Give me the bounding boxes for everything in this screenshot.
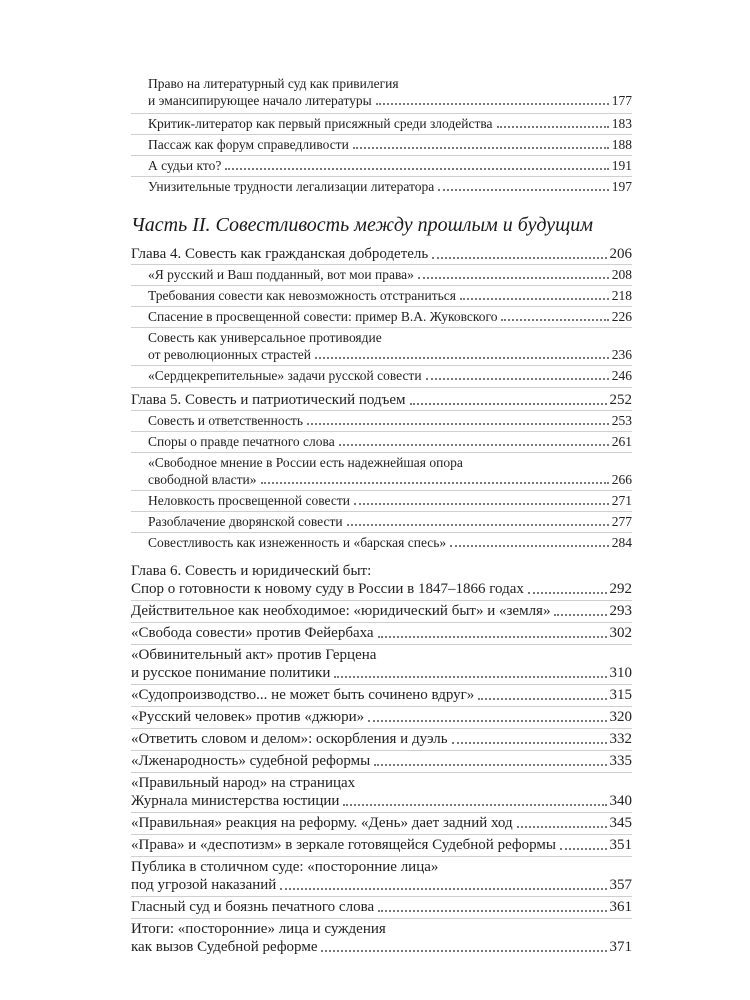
- toc-entry-line: «Правильный народ» на страницах: [131, 775, 356, 791]
- dot-leader: [321, 950, 606, 952]
- entry-separator: [131, 532, 632, 533]
- toc-entry-line: Споры о правде печатного слова: [148, 434, 335, 449]
- page-number: 340: [609, 793, 632, 809]
- chapter-heading[interactable]: [131, 562, 632, 598]
- dot-leader: [528, 592, 607, 594]
- entry-separator: [131, 812, 632, 813]
- dot-leader: [410, 403, 607, 405]
- page-number: 292: [609, 581, 632, 597]
- toc-entry[interactable]: [148, 492, 632, 509]
- entry-separator: [131, 327, 632, 328]
- dot-leader: [225, 168, 608, 170]
- toc-entry[interactable]: [131, 646, 632, 682]
- toc-entry-line: и эмансипирующее начало литературы: [148, 93, 372, 108]
- page-number: 351: [609, 837, 632, 853]
- toc-entry-line: Совесть как универсальное противоядие: [148, 330, 382, 345]
- chapter-title: Глава 6. Совесть и юридический быт:: [131, 563, 372, 579]
- page-number: 277: [611, 514, 632, 529]
- toc-entry-line: как вызов Судебной реформе: [131, 939, 318, 955]
- dot-leader: [450, 545, 609, 547]
- toc-entry[interactable]: [131, 730, 632, 748]
- entry-separator: [131, 772, 632, 773]
- toc-entry[interactable]: [148, 178, 632, 195]
- page-number: 197: [611, 179, 632, 194]
- entry-separator: [131, 387, 632, 388]
- entry-separator: [131, 155, 632, 156]
- page-number: 371: [609, 939, 632, 955]
- entry-separator: [131, 918, 632, 919]
- toc-entry[interactable]: [131, 774, 632, 810]
- page-number: 266: [611, 472, 632, 487]
- page-number: 271: [611, 493, 632, 508]
- entry-separator: [131, 365, 632, 366]
- entry-separator: [131, 856, 632, 857]
- dot-leader: [374, 764, 606, 766]
- toc-entry[interactable]: [131, 920, 632, 956]
- page-number: 293: [609, 603, 632, 619]
- toc-entry[interactable]: [131, 898, 632, 916]
- toc-entry[interactable]: [148, 367, 632, 384]
- toc-entry-line: «Правильная» реакция на реформу. «День» дает задний ход: [131, 815, 513, 831]
- toc-entry-line: под угрозой наказаний: [131, 877, 277, 893]
- toc-entry-line: «Ответить словом и делом»: оскорбления и дуэль: [131, 731, 448, 747]
- toc-entry[interactable]: [148, 157, 632, 174]
- page-number: 284: [611, 535, 632, 550]
- toc-entry-line: Разоблачение дворянской совести: [148, 514, 343, 529]
- toc-entry-line: Унизительные трудности легализации литератора: [148, 179, 435, 194]
- entry-separator: [131, 684, 632, 685]
- toc-entry-line: «Сердцекрепительные» задачи русской совести: [148, 368, 422, 383]
- page-number: 315: [609, 687, 632, 703]
- toc-entry[interactable]: [131, 814, 632, 832]
- dot-leader: [315, 357, 609, 359]
- entry-separator: [131, 644, 632, 645]
- toc-entry-line: Совестливость как изнеженность и «барская спесь»: [148, 535, 447, 550]
- entry-separator: [131, 176, 632, 177]
- dot-leader: [354, 503, 609, 505]
- dot-leader: [307, 423, 609, 425]
- toc-entry[interactable]: [131, 624, 632, 642]
- dot-leader: [378, 636, 607, 638]
- toc-entry[interactable]: [148, 136, 632, 153]
- toc-entry-line: «Свобода совести» против Фейербаха: [131, 625, 374, 641]
- toc-entry[interactable]: [148, 287, 632, 304]
- dot-leader: [452, 742, 607, 744]
- chapter-title: Спор о готовности к новому суду в России в 1847–1866 годах: [131, 581, 524, 597]
- entry-separator: [131, 410, 632, 411]
- toc-entry[interactable]: [131, 602, 632, 620]
- entry-separator: [131, 113, 632, 114]
- entry-separator: [131, 285, 632, 286]
- page-number: 361: [609, 899, 632, 915]
- entry-separator: [131, 600, 632, 601]
- page-number: 208: [611, 267, 632, 282]
- toc-entry-line: Публика в столичном суде: «посторонние лица»: [131, 859, 439, 875]
- toc-entry-line: свободной власти»: [148, 472, 257, 487]
- dot-leader: [334, 676, 606, 678]
- toc-entry-line: Право на литературный суд как привилегия: [148, 76, 399, 91]
- toc-entry[interactable]: [148, 534, 632, 551]
- toc-entry-line: Пассаж как форум справедливости: [148, 137, 349, 152]
- dot-leader: [426, 378, 609, 380]
- page-number: 332: [609, 731, 632, 747]
- page-number: 357: [609, 877, 632, 893]
- dot-leader: [432, 257, 606, 259]
- entry-separator: [131, 490, 632, 491]
- dot-leader: [280, 888, 606, 890]
- toc-entry[interactable]: [148, 454, 632, 488]
- toc-entry-line: «Обвинительный акт» против Герцена: [131, 647, 377, 663]
- dot-leader: [418, 277, 609, 279]
- toc-entry-line: Совесть и ответственность: [148, 413, 303, 428]
- dot-leader: [517, 826, 607, 828]
- dot-leader: [343, 804, 606, 806]
- page-number: 335: [609, 753, 632, 769]
- page-number: 252: [609, 392, 632, 408]
- dot-leader: [478, 698, 606, 700]
- toc-entry[interactable]: [131, 708, 632, 726]
- entry-separator: [131, 264, 632, 265]
- entry-separator: [131, 452, 632, 453]
- entry-separator: [131, 134, 632, 135]
- toc-entry-line: «Русский человек» против «джюри»: [131, 709, 365, 725]
- page-number: 218: [611, 288, 632, 303]
- page-number: 310: [609, 665, 632, 681]
- toc-entry-line: А судьи кто?: [148, 158, 222, 173]
- part-title: Часть II. Совестливость между прошлым и будущим: [131, 214, 593, 236]
- entry-separator: [131, 511, 632, 512]
- page-number: 191: [611, 158, 632, 173]
- toc-entry-line: Критик-литератор как первый присяжный среди злодейства: [148, 116, 493, 131]
- dot-leader: [353, 147, 609, 149]
- dot-leader: [560, 848, 607, 850]
- dot-leader: [438, 189, 609, 191]
- entry-separator: [131, 706, 632, 707]
- dot-leader: [339, 444, 609, 446]
- toc-entry[interactable]: [131, 836, 632, 854]
- page-number: 302: [609, 625, 632, 641]
- dot-leader: [460, 298, 609, 300]
- toc-entry-line: Гласный суд и боязнь печатного слова: [131, 899, 375, 915]
- dot-leader: [261, 482, 609, 484]
- toc-entry-line: «Лженародность» судебной реформы: [131, 753, 371, 769]
- toc-entry-line: Журнала министерства юстиции: [131, 793, 340, 809]
- toc-entry-line: и русское понимание политики: [131, 665, 331, 681]
- page-number: 188: [611, 137, 632, 152]
- toc-entry[interactable]: [148, 329, 632, 363]
- toc-entry-line: «Права» и «деспотизм» в зеркале готовящейся Судебной реформы: [131, 837, 556, 853]
- dot-leader: [347, 524, 609, 526]
- entry-separator: [131, 306, 632, 307]
- toc-entry-line: Итоги: «посторонние» лица и суждения: [131, 921, 386, 937]
- dot-leader: [378, 910, 606, 912]
- chapter-title: Глава 4. Совесть как гражданская добродетель: [131, 246, 429, 262]
- toc-entry[interactable]: [148, 308, 632, 325]
- toc-entry[interactable]: [148, 266, 632, 283]
- toc-entry-line: Неловкость просвещенной совести: [148, 493, 350, 508]
- toc-entry-line: «Судопроизводство... не может быть сочинено вдруг»: [131, 687, 475, 703]
- toc-entry[interactable]: [148, 433, 632, 450]
- toc-entry[interactable]: [148, 115, 632, 132]
- page-number: 177: [611, 93, 632, 108]
- entry-separator: [131, 728, 632, 729]
- page-number: 320: [609, 709, 632, 725]
- entry-separator: [131, 896, 632, 897]
- page-number: 246: [611, 368, 632, 383]
- entry-separator: [131, 431, 632, 432]
- page-number: 226: [611, 309, 632, 324]
- toc-entry[interactable]: [148, 412, 632, 429]
- toc-entry-line: Действительное как необходимое: «юридический быт» и «земля»: [131, 603, 551, 619]
- chapter-heading[interactable]: [131, 391, 632, 409]
- toc-entry-line: Требования совести как невозможность отстраниться: [148, 288, 457, 303]
- entry-separator: [131, 834, 632, 835]
- toc-entry[interactable]: [131, 686, 632, 704]
- dot-leader: [554, 614, 606, 616]
- toc-entry-line: Спасение в просвещенной совести: пример В.А. Жуковского: [148, 309, 498, 324]
- toc-entry[interactable]: [148, 513, 632, 530]
- toc-entry[interactable]: [131, 858, 632, 894]
- chapter-heading[interactable]: [131, 245, 632, 263]
- entry-separator: [131, 750, 632, 751]
- entry-separator: [131, 622, 632, 623]
- dot-leader: [368, 720, 606, 722]
- dot-leader: [376, 103, 609, 105]
- dot-leader: [501, 319, 608, 321]
- page-number: 345: [609, 815, 632, 831]
- page-number: 261: [611, 434, 632, 449]
- page-number: 253: [611, 413, 632, 428]
- toc-entry[interactable]: [148, 75, 632, 109]
- toc-entry-line: от революционных страстей: [148, 347, 312, 362]
- dot-leader: [497, 126, 609, 128]
- chapter-title: Глава 5. Совесть и патриотический подъем: [131, 392, 406, 408]
- toc-entry-line: «Я русский и Ваш подданный, вот мои права»: [148, 267, 414, 282]
- page-number: 183: [611, 116, 632, 131]
- page-number: 206: [609, 246, 632, 262]
- page-number: 236: [611, 347, 632, 362]
- toc-entry-line: «Свободное мнение в России есть надежнейшая опора: [148, 455, 463, 470]
- toc-entry[interactable]: [131, 752, 632, 770]
